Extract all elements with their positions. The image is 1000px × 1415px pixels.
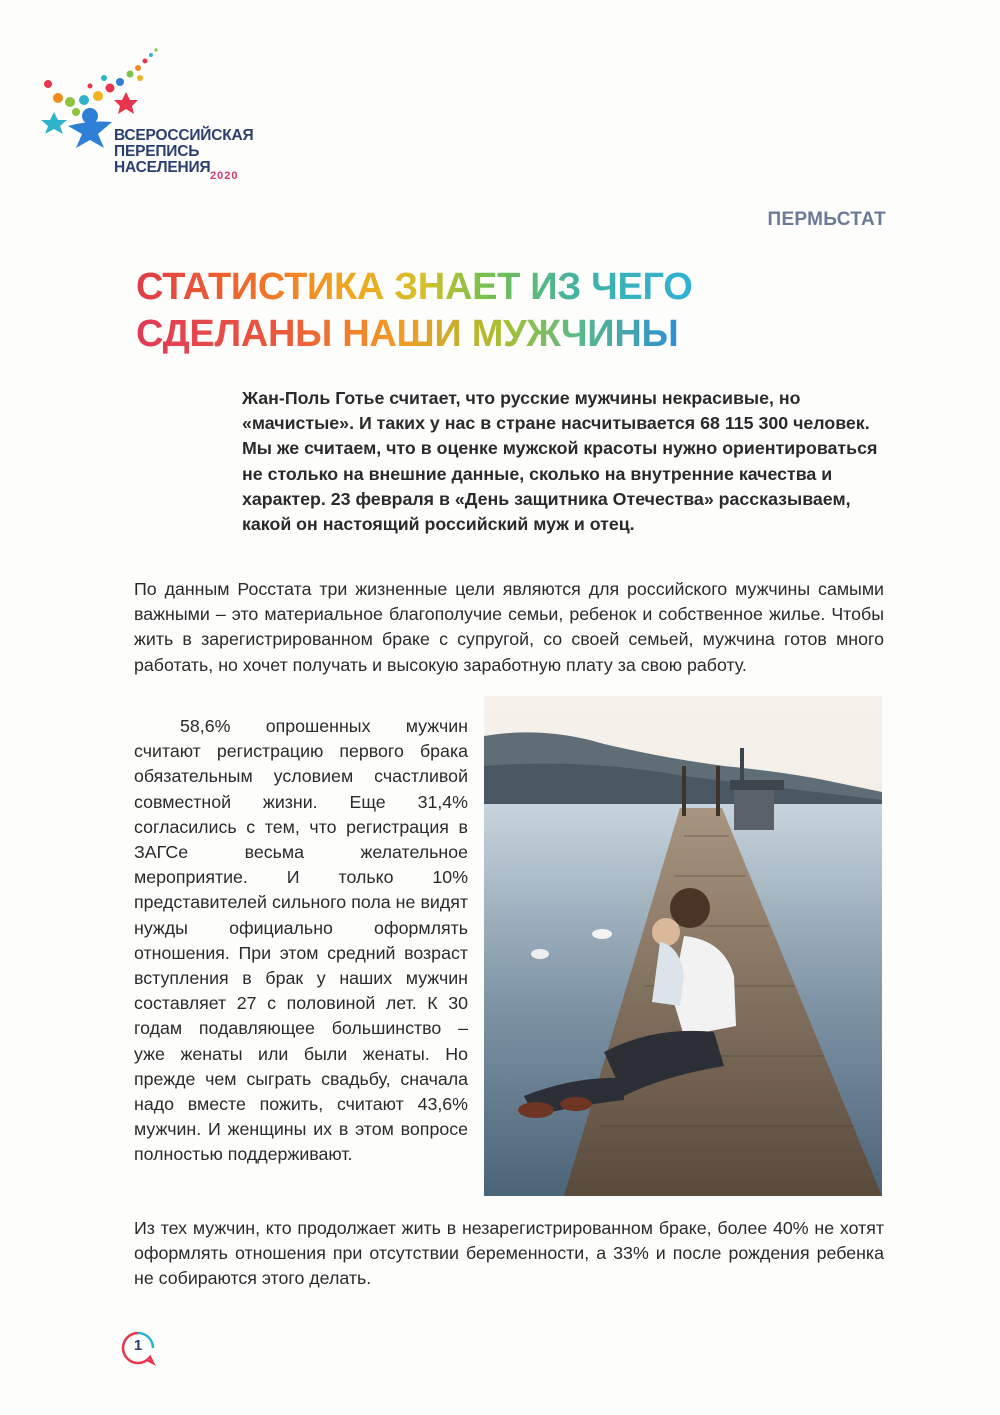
lead-paragraph: Жан-Поль Готье считает, что русские мужчины некрасивые, но «мачистые». И таких у нас в стране насчитывается 68 115 300 человек. Мы же считаем, что в оценке мужской красоты нужно ориентироваться не столько на внешние данные, сколько на внутренние качества и характер. 23 февраля в «День защитника Отечества» рассказываем, какой он настоящий российский муж и отец. [242, 388, 878, 535]
logo-line-2: ПЕРЕПИСЬ [114, 143, 200, 160]
census-logo [40, 48, 270, 198]
body-paragraph-3: Из тех мужчин, кто продолжает жить в незарегистрированном браке, более 40% не хотят оформлять отношения при отсутствии беременности, а 33% и после рождения ребенка не собираются этого делать. [134, 1218, 884, 1289]
title-line-2: СДЕЛАНЫ НАШИ МУЖЧИНЫ [136, 313, 679, 355]
body-paragraph-1: По данным Росстата три жизненные цели являются для российского мужчины самыми важными – это материальное благополучие семьи, ребенок и собственное жилье. Чтобы жить в зарегистрированном браке с супругой, со своей семьей, мужчина готов много работать, но хочет получать и высокую заработную плату за свою работу. [134, 579, 884, 675]
census-logo-text [114, 128, 253, 176]
title-line-1: СТАТИСТИКА ЗНАЕТ ИЗ ЧЕГО [136, 266, 693, 308]
logo-line-1: ВСЕРОССИЙСКАЯ [114, 127, 254, 144]
organization-name: ПЕРМЬСТАТ [767, 209, 886, 230]
page-number [120, 1330, 156, 1366]
body-paragraph-2: 58,6% опрошенных мужчин считают регистрацию первого брака обязательным условием счастливой совместной жизни. Еще 31,4% согласились с тем, что регистрация в ЗАГСе весьма желательное мероприятие. И только 10% представителей сильного пола не видят нужды официально оформлять отношения. При этом средний возраст вступления в брак у наших мужчин составляет 27 с половиной лет. К 30 годам подавляющее большинство – уже женаты или были женаты. Но прежде чем сыграть свадьбу, сначала надо вместе пожить, считают 43,6% мужчин. И женщины их в этом вопросе полностью поддерживают. [134, 716, 468, 1165]
logo-line-3: НАСЕЛЕНИЯ [114, 159, 211, 176]
page-number-text: 1 [133, 1337, 143, 1354]
father-and-child-on-pier-photo [484, 696, 882, 1196]
page-title [136, 264, 876, 358]
logo-year: 2020 [210, 170, 239, 182]
